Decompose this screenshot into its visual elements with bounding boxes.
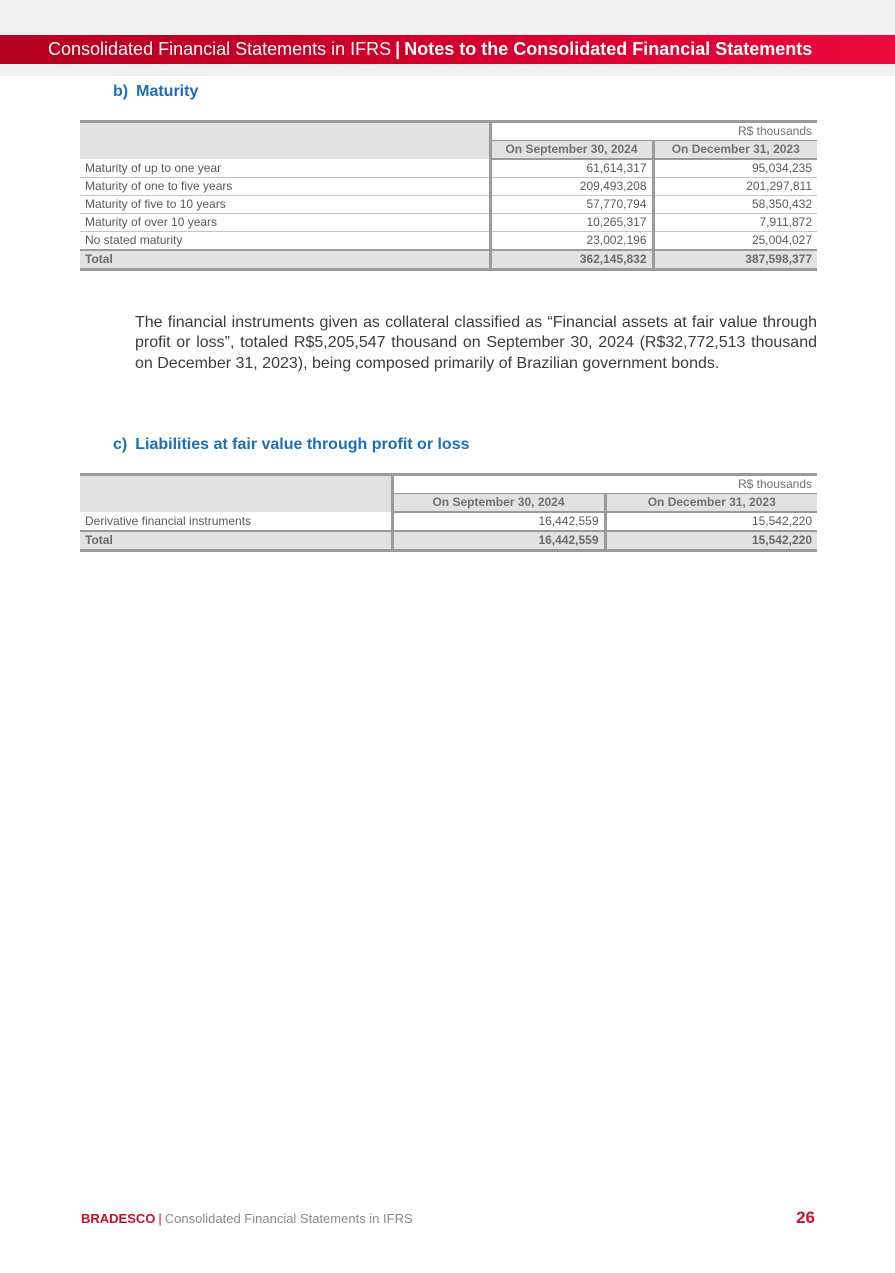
table-row xyxy=(80,512,817,531)
table-row xyxy=(80,214,817,232)
page-number: 26 xyxy=(796,1208,815,1227)
value-2024: 23,002,196 xyxy=(490,232,653,251)
row-label: Derivative financial instruments xyxy=(80,512,392,531)
value-2023: 15,542,220 xyxy=(605,512,817,531)
total-2024: 16,442,559 xyxy=(392,531,605,551)
value-2023: 58,350,432 xyxy=(653,196,817,214)
table-row xyxy=(80,159,817,178)
footer-text: Consolidated Financial Statements in IFRS xyxy=(164,1211,413,1226)
header-right-text: Notes to the Consolidated Financial Statements xyxy=(404,39,813,59)
value-2023: 201,297,811 xyxy=(653,178,817,196)
top-strip xyxy=(0,0,895,35)
total-2024: 362,145,832 xyxy=(490,250,653,270)
column-header-row xyxy=(80,141,817,160)
total-row xyxy=(80,531,817,551)
collateral-paragraph: The financial instruments given as collateral classified as “Financial assets at fair value through profit or loss”, totaled R$5,205,547 thousand on September 30, 2024 (R$32,772,513 thousand on December 31, 2023), being composed primarily of Brazilian government bonds. xyxy=(135,314,817,372)
column-header-row xyxy=(80,494,817,513)
page-footer xyxy=(81,1211,413,1226)
header-under-strip xyxy=(0,64,895,76)
header-left-text: Consolidated Financial Statements in IFRS xyxy=(48,39,392,59)
unit-row xyxy=(80,475,817,494)
total-2023: 15,542,220 xyxy=(605,531,817,551)
footer-brand: BRADESCO xyxy=(81,1211,156,1226)
section-b-heading xyxy=(113,83,198,101)
unit-row xyxy=(80,122,817,141)
row-label: Maturity of five to 10 years xyxy=(80,196,490,214)
header-separator: | xyxy=(395,39,401,59)
section-c-letter: c) xyxy=(113,436,128,453)
column-header: On September 30, 2024 xyxy=(490,141,653,160)
table-row xyxy=(80,196,817,214)
section-b-title: Maturity xyxy=(136,83,199,100)
total-label: Total xyxy=(80,531,392,551)
column-header: On December 31, 2023 xyxy=(605,494,817,513)
maturity-table xyxy=(80,120,817,271)
value-2024: 10,265,317 xyxy=(490,214,653,232)
liabilities-table xyxy=(80,473,817,552)
row-label: No stated maturity xyxy=(80,232,490,251)
footer-separator: | xyxy=(158,1211,162,1226)
column-header: On December 31, 2023 xyxy=(653,141,817,160)
value-2024: 61,614,317 xyxy=(490,159,653,178)
row-label: Maturity of one to five years xyxy=(80,178,490,196)
header-blank-cell xyxy=(80,122,490,141)
value-2023: 95,034,235 xyxy=(653,159,817,178)
table-row xyxy=(80,178,817,196)
section-c-heading xyxy=(113,436,470,454)
header-blank-cell xyxy=(80,475,392,494)
total-2023: 387,598,377 xyxy=(653,250,817,270)
section-c-title: Liabilities at fair value through profit or loss xyxy=(135,436,470,453)
value-2023: 7,911,872 xyxy=(653,214,817,232)
unit-label: R$ thousands xyxy=(392,475,817,494)
header-blank-cell xyxy=(80,141,490,160)
value-2024: 209,493,208 xyxy=(490,178,653,196)
header-blank-cell xyxy=(80,494,392,513)
total-label: Total xyxy=(80,250,490,270)
document-header xyxy=(0,35,895,64)
row-label: Maturity of up to one year xyxy=(80,159,490,178)
value-2024: 57,770,794 xyxy=(490,196,653,214)
column-header: On September 30, 2024 xyxy=(392,494,605,513)
unit-label: R$ thousands xyxy=(490,122,817,141)
row-label: Maturity of over 10 years xyxy=(80,214,490,232)
section-b-letter: b) xyxy=(113,83,129,100)
table-row xyxy=(80,232,817,251)
total-row xyxy=(80,250,817,270)
value-2024: 16,442,559 xyxy=(392,512,605,531)
value-2023: 25,004,027 xyxy=(653,232,817,251)
